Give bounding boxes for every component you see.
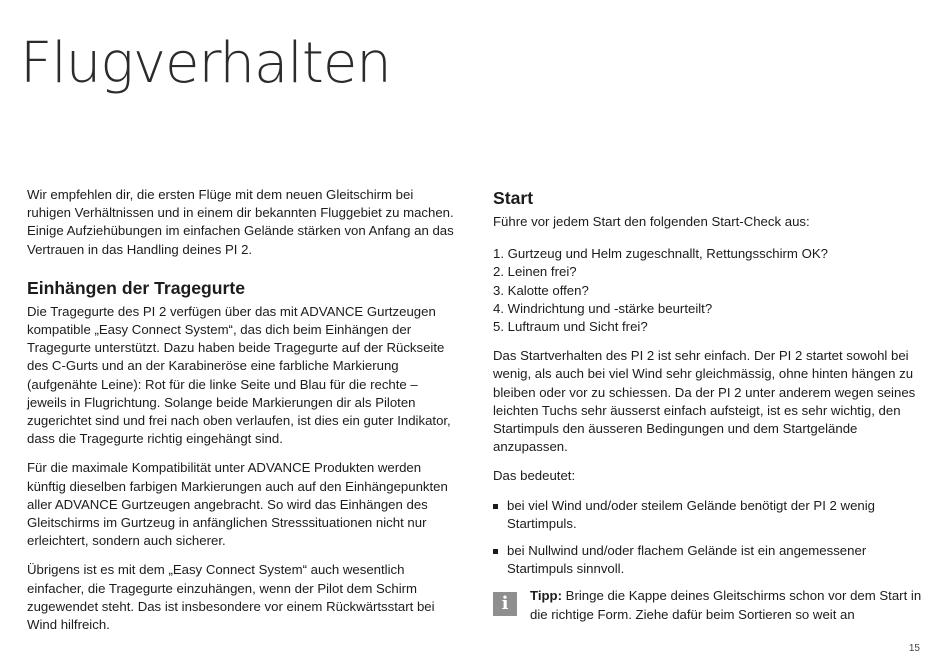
bullet-icon <box>493 549 498 554</box>
list-item <box>493 542 923 578</box>
conditions-list <box>493 497 923 579</box>
section-heading-start: Start <box>493 188 534 208</box>
lead-text: Das bedeutet: <box>493 468 576 484</box>
tip-text: Bringe die Kappe deines Gleitschirms schon vor dem Start in die richtige Form. Ziehe dafür beim Sortieren so weit an <box>530 588 922 622</box>
section-heading-tragegurte: Einhängen der Tragegurte <box>27 277 246 298</box>
start-checklist <box>493 245 923 336</box>
start-behavior-paragraph: Das Startverhalten des PI 2 ist sehr einfach. Der PI 2 startet sowohl bei wenig, als auch bei viel Wind sehr gleichmässig, ohne hinten hängen zu bleiben oder vor zu schiessen. Da der PI 2 unter anderem wegen seines leichten Tuchs sehr äusserst einfach aufsteigt, ist es sehr wichtig, den Startimpuls den äusseren Bedingungen und dem Startgelände anzupassen. <box>493 348 916 455</box>
checklist-item: 3. Kalotte offen? <box>493 282 589 298</box>
info-icon: i <box>493 592 517 616</box>
tip-box <box>493 587 923 623</box>
intro-paragraph: Wir empfehlen dir, die ersten Flüge mit dem neuen Gleitschirm bei ruhigen Verhältnissen und in einem dir bekannten Fluggebiet zu machen. Einige Aufziehübungen im einfachen Gelände stärken von Anfang an das Vertrauen in das Handling deines PI 2. <box>27 187 454 257</box>
left-column <box>27 186 457 645</box>
list-item-text: bei Nullwind und/oder flachem Gelände ist ein angemessener Startimpuls sinnvoll. <box>507 543 867 577</box>
list-item <box>493 497 923 533</box>
bullet-icon <box>493 504 498 509</box>
paragraph-tragegurte-3: Übrigens ist es mit dem „Easy Connect System“ auch wesentlich einfacher, die Tragegurte einzuhängen, wenn der Pilot dem Schirm zugewendet steht. Das ist insbesondere vor einem Rückwärtsstart bei Wind hilfreich. <box>27 562 435 633</box>
tip-label: Tipp: <box>530 588 562 604</box>
page-number: 15 <box>908 643 920 654</box>
paragraph-tragegurte-1: Die Tragegurte des PI 2 verfügen über das mit ADVANCE Gurtzeugen kompatible „Easy Connect System“, das dich beim Einhängen der Tragegurte unterstützt. Dazu haben beide Tragegurte auf der Rückseite des C-Gurts und an der Karabineröse eine farbliche Markierung (aufgenähte Leine): Rot für die linke Seite und Blau für die rechte – jeweils in Flugrichtung. Solange beide Markierungen dir als Piloten zugerichtet sind und frei nach oben verlaufen, ist dies ein guter Indikator, dass die Tragegurte richtig eingehängt sind. <box>27 303 451 447</box>
right-column <box>493 186 923 624</box>
checklist-item: 5. Luftraum und Sicht frei? <box>493 319 648 335</box>
start-check-intro: Führe vor jedem Start den folgenden Start-Check aus: <box>493 214 810 229</box>
checklist-item: 1. Gurtzeug und Helm zugeschnallt, Rettungsschirm OK? <box>493 246 828 262</box>
page-title: Flugverhalten <box>20 31 391 96</box>
list-item-text: bei viel Wind und/oder steilem Gelände benötigt der PI 2 wenig Startimpuls. <box>507 497 876 531</box>
checklist-item: 2. Leinen frei? <box>493 264 577 280</box>
checklist-item: 4. Windrichtung und -stärke beurteilt? <box>493 300 713 316</box>
paragraph-tragegurte-2: Für die maximale Kompatibilität unter ADVANCE Produkten werden künftig dieselben farbigen Markierungen auch auf den Einhängepunkten aller ADVANCE Gurtzeugen angebracht. So wird das Einhängen des Gleitschirms im Gurtzeug in anfänglichen Stresssituationen nicht nur erleichtert, sondern auch sicherer. <box>27 460 448 549</box>
